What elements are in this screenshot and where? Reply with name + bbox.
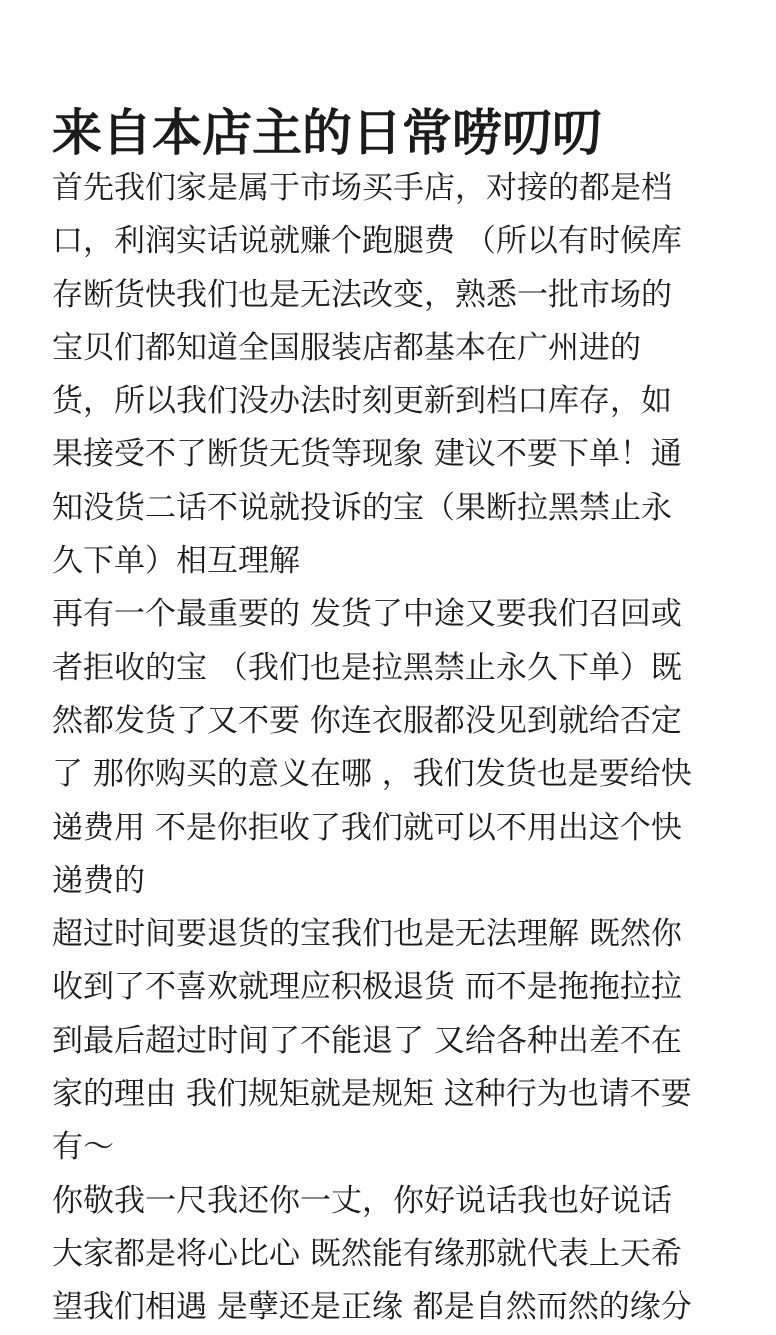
text-line: 货，所以我们没办法时刻更新到档口库存，如 <box>52 383 672 420</box>
note-body <box>52 162 752 1335</box>
text-line: 再有一个最重要的 发货了中途又要我们召回或 <box>52 596 682 633</box>
text-line: 了 那你购买的意义在哪 ，我们发货也是要给快 <box>52 756 692 793</box>
text-line: 口，利润实话说就赚个跑腿费 （所以有时候库 <box>52 223 682 260</box>
text-line: 久下单）相互理解 <box>52 543 300 580</box>
text-line: 收到了不喜欢就理应积极退货 而不是拖拖拉拉 <box>52 969 682 1006</box>
text-line: 然都发货了又不要 你连衣服都没见到就给否定 <box>52 702 682 739</box>
text-line: 有～ <box>52 1129 114 1166</box>
text-line: 超过时间要退货的宝我们也是无法理解 既然你 <box>52 916 682 953</box>
text-line: 家的理由 我们规矩就是规矩 这种行为也请不要 <box>52 1076 692 1113</box>
text-line: 首先我们家是属于市场买手店，对接的都是档 <box>52 170 672 206</box>
text-line: 你敬我一尺我还你一丈，你好说话我也好说话 <box>52 1182 672 1219</box>
page-title: 来自本店主的日常唠叨叨 <box>52 104 602 162</box>
text-line: 递费的 <box>52 862 145 899</box>
text-line: 大家都是将心比心 既然能有缘那就代表上天希 <box>52 1235 682 1272</box>
text-line: 知没货二话不说就投诉的宝（果断拉黑禁止永 <box>52 489 672 526</box>
text-line: 望我们相遇 是孽还是正缘 都是自然而然的缘分 <box>52 1289 692 1326</box>
text-line: 到最后超过时间了不能退了 又给各种出差不在 <box>52 1022 682 1059</box>
text-line: 存断货快我们也是无法改变，熟悉一批市场的 <box>52 276 672 313</box>
text-line: 宝贝们都知道全国服装店都基本在广州进的 <box>52 329 641 366</box>
text-line: 者拒收的宝 （我们也是拉黑禁止永久下单）既 <box>52 649 682 686</box>
text-line: 果接受不了断货无货等现象 建议不要下单！通 <box>52 436 682 473</box>
text-line: 递费用 不是你拒收了我们就可以不用出这个快 <box>52 809 682 846</box>
